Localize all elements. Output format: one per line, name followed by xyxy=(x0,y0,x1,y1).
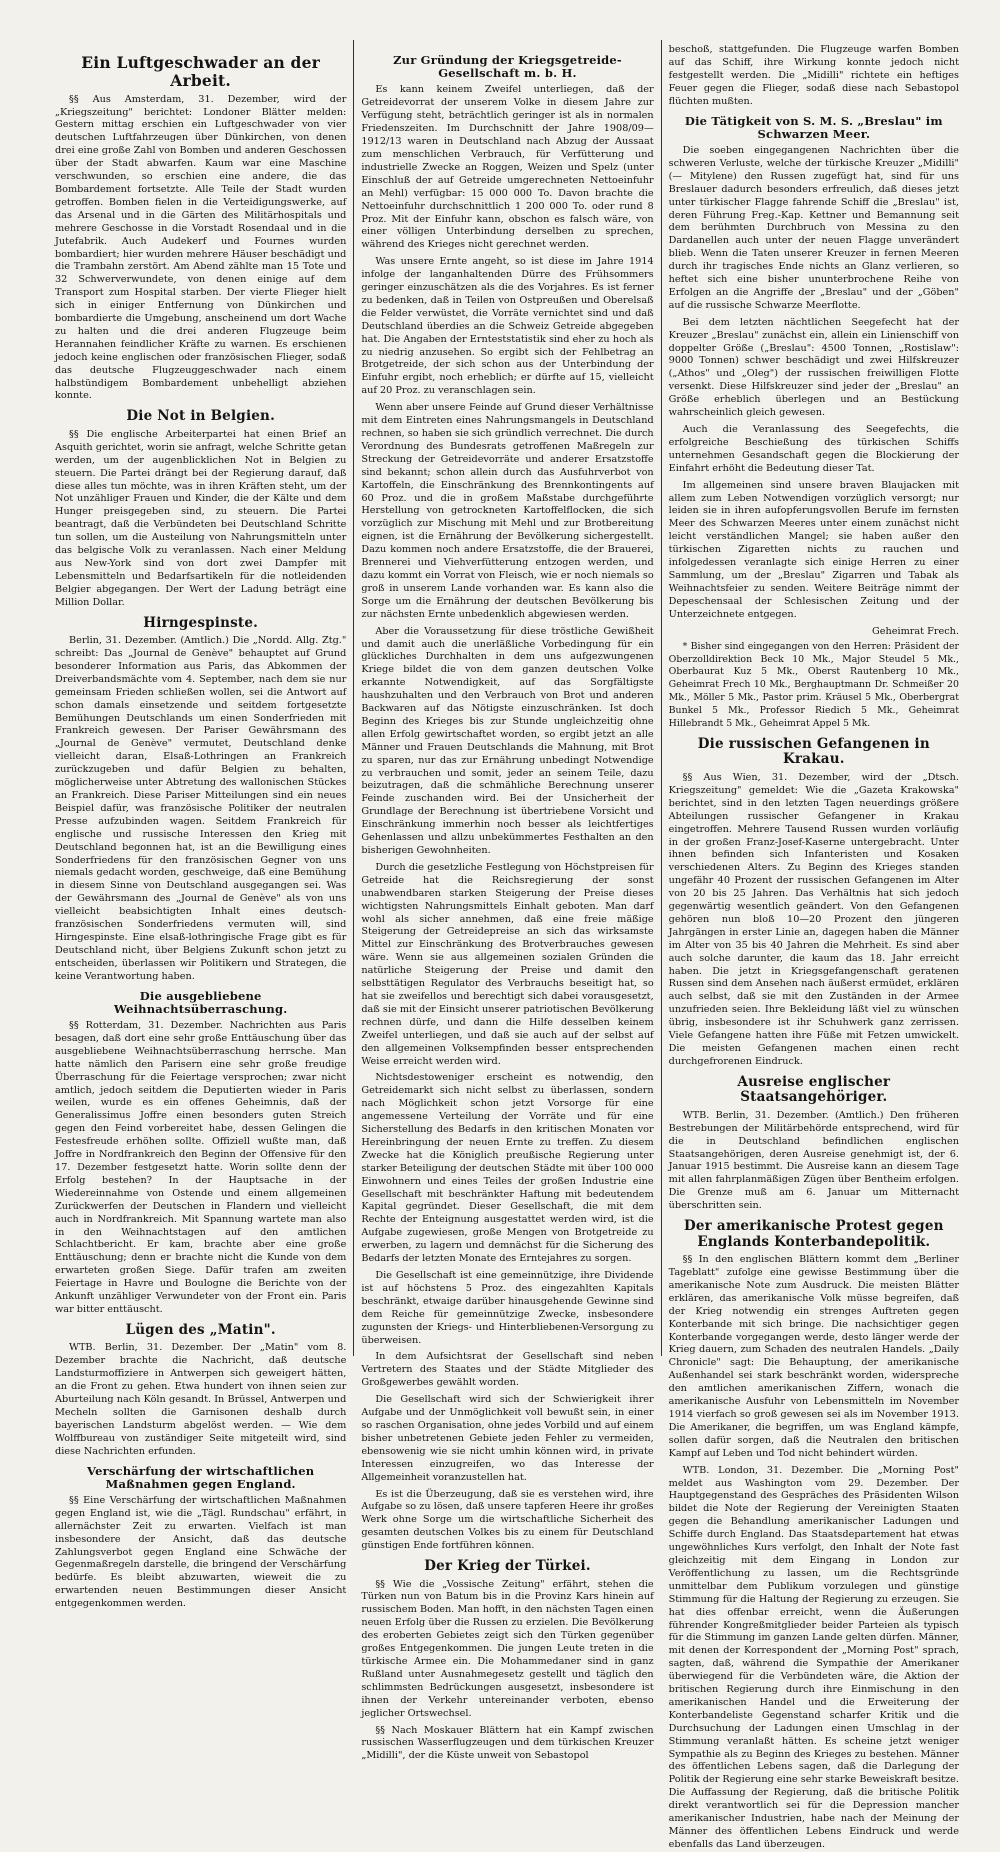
article-title: Hirngespinste. xyxy=(143,614,259,631)
article-text: WTB. Berlin, 31. Dezember. Der „Matin" vom 8. Dezember brachte die Nachricht, daß deutsche Landsturmoffiziere in Antwerpen sich geweigert hätten, an die Front zu gehen. Etwa hundert von ihnen seien zur Aburteilung nach Köln gesandt. In Brüssel, Antwerpen und Mecheln sollten die Garnisonen deshalb durch bayerischen Landsturm abgelöst werden. — Wie dem Wolffbureau von zuständiger Seite mitgeteilt wird, sind diese Nachrichten erfunden. xyxy=(55,1342,347,1457)
article-title: Ein Luftgeschwader an der Arbeit. xyxy=(81,53,321,90)
article-text: Es kann keinem Zweifel unterliegen, daß der Getreidevorrat der unserem Volke in diesem Jahre zur Verfügung steht, beträchtlich geringer ist als in normalen Friedenszeiten. Im Durchschnitt der Jahre 1908/09—1912/13 waren in Deutschland nach Abzug der Aussaat zum menschlichen Verbrauch, für Verfütterung und industrielle Zwecke an Roggen, Weizen und Spelz (unter Einschluß der auf Getreide umgerechneten Nettoeinfuhr an Mehl) verfügbar: 15 000 000 To. Davon brachte die Nettoeinfuhr durchschnittlich 1 200 000 To. oder rund 8 Proz. Mit der Einfuhr kann, obschon es falsch wäre, von einer völligen Unterbindung derselben zu sprechen, während des Krieges nicht gerechnet werden. xyxy=(361,84,654,251)
article-text: Durch die gesetzliche Festlegung von Höchstpreisen für Getreide hat die Reichsregierung der sonst unabwendbaren starken Steigerung der Preise dieses wichtigsten Nahrungsmittels Einhalt geboten. Man darf wohl als sicher annehmen, daß eine freie mäßige Steigerung der Getreidepreise an sich das wirksamste Mittel zur Einschränkung des Brotverbrauches gewesen wäre. Wenn sie aus allgemeinen sozialen Gründen die natürliche Steigerung der Preise und damit den selbsttätigen Regulator des Verbrauchs beseitigt hat, so hat sie zweifellos und berechtigt sich dabei vorausgesetzt, daß sie mit der Einsicht unserer patriotischen Bevölkerung rechnen dürfe, und dann die Hilfe desselben keinem Zweifel unterliegen, und daß sie auch auf der selbst auf den allgemeinen Volksempfinden besser entsprechenden Weise erreicht werden wird. xyxy=(361,861,654,1067)
article-title: Ausreise englischer Staatsangehöriger. xyxy=(737,1073,891,1106)
article-text: §§ In den englischen Blättern kommt dem „Berliner Tageblatt" zufolge eine gewisse Bestimmung über die amerikanische Note zum Ausdruck. Die meisten Blätter erklären, das amerikanische Volk müsse begreifen, daß der Krieg notwendig ein strenges Auftreten gegen Konterbande mit sich bringe. Die nachsichtiger gegen Konterbande vorgegangen werde, desto länger werde der Krieg dauern, zum Schaden des neutralen Handels. „Daily Chronicle" sagt: Die Behauptung, der amerikanische Außenhandel sei stark beschränkt worden, widerspreche den amtlichen amerikanischen Ziffern, wonach die amerikanische Ausfuhr von Lebensmitteln im November 1914 vierfach so groß gewesen sei als im November 1913. Die Amerikaner, die begriffen, um was England kämpfe, sollen dafür sorgen, daß die Neutralen den britischen Kampf auf Leben und Tod nicht behindert würden. xyxy=(668,1254,959,1459)
column-2 xyxy=(353,40,660,1762)
column-3 xyxy=(661,40,966,1850)
article-title: Der amerikanische Protest gegen Englands Konterbandepolitik. xyxy=(683,1218,944,1250)
article-title: Die ausgebliebene Weihnachtsüberraschung. xyxy=(113,988,288,1016)
article-text: §§ Eine Verschärfung der wirtschaftlichen Maßnahmen gegen England ist, wie die „Tägl. Rundschau" erfährt, in allernächster Zeit zu erwarten. Vielfach ist man insbesondere der Ansicht, daß das deutsche Zahlungsverbot gegen England eine Schwäche der Gegenmaßregeln darstelle, die bringend der Verschärfung bedürfe. Es bleibt abzuwarten, wieweit die zu erwartenden neuen Bestimmungen dieser Ansicht entgegenkommen werden. xyxy=(55,1494,347,1610)
article-title: Lügen des „Matin". xyxy=(125,1321,276,1338)
article-text: §§ Rotterdam, 31. Dezember. Nachrichten aus Paris besagen, daß dort eine sehr große Enttäuschung über das ausgebliebene Weihnachtsüberraschung herrsche. Man hatte nämlich den Parisern eine sehr große freudige Überraschung für die Feiertage versprochen; zwar nicht amtlich, jedoch seitdem die Deputierten wieder in Paris weilen, wurde es ein offenes Geheimnis, daß der Generalissimus Joffre einen besonders guten Streich gegen den Feind vorbereitet habe, dessen Gelingen die Festesfreude erhöhen sollte. Offiziell wußte man, daß Joffre in Nordfrankreich den Beginn der Offensive für den 17. Dezember festgesetzt hatte. Worin sollte denn der Erfolg bestehen? In der Hauptsache in der Wiedereinnahme von Ostende und einem allgemeinen Zurückwerfen der Deutschen in Flandern und vielleicht auch in Nordfrankreich. Mit Spannung wartete man also in den Weihnachtstagen auf den amtlichen Schlachtbericht. Er kam, brachte aber eine große Enttäuschung; denn er brachte nicht die Kunde von dem erwarteten großen Siege. Dafür trafen am zweiten Feiertage in Havre und Boulogne die Berichte von der Ankunft unzähliger Verwundeter von der Front ein. Paris war bitter enttäuscht. xyxy=(55,1020,347,1315)
signature: Geheimrat Frech. xyxy=(872,625,959,637)
article-text: §§ Die englische Arbeiterpartei hat einen Brief an Asquith gerichtet, worin sie anfragt, welche Schritte getan werden, um der augenblicklichen Not in Belgien zu steuern. Die Partei drängt bei der Regierung darauf, daß diese alles tun möchte, was in ihren Kräften steht, um der Not unzähliger Frauen und Kinder, die der Kälte und dem Hunger preisgegeben sind, zu steuern. Die Partei beantragt, daß die Verbündeten bei Deutschland Schritte tun sollen, um die Austeilung von Nahrungsmitteln unter das belgische Volk zu veranlassen. Nach einer Meldung aus New-York sind von dort zwei Dampfer mit Lebensmitteln und Bedarfsartikeln für die notleidenden Belgier abgegangen. Der Wert der Ladung beträgt eine Million Dollar. xyxy=(55,428,347,608)
article-title: Verschärfung der wirtschaftlichen Maßnahmen gegen England. xyxy=(87,1463,315,1491)
article-text: §§ Aus Wien, 31. Dezember, wird der „Dtsch. Kriegszeitung" gemeldet: Wie die „Gazeta Krakowska" berichtet, sind in den letzten Tagen neuerdings größere Abteilungen russischer Gefangener in Krakau eingetroffen. Mehrere Tausend Russen wurden vorläufig in der großen Franz-Josef-Kaserne untergebracht. Unter ihnen befinden sich Infanteristen und Kosaken verschiedenen Alters. Zu Beginn des Krieges standen ungefähr 40 Prozent der russischen Gefangenen im Alter von 20 bis 25 Jahren. Das Verhältnis hat sich jedoch gegenwärtig wesentlich geändert. Von den Gefangenen gehören nun bloß 10—20 Prozent den jüngeren Jahrgängen in erster Linie an, dagegen haben die Männer im Alter von 35 bis 40 Jahren die Mehrheit. Es sind aber auch solche darunter, die kaum das 18. Jahr erreicht haben. Die jetzt in Kriegsgefangenschaft geratenen Russen sind dem Ansehen nach äußerst ermüdet, erklären auch selbst, daß sie mit den Zuständen in der Armee unzufrieden seien. Ihre Bekleidung läßt viel zu wünschen übrig, insbesondere ist ihr Schuhwerk ganz zerrissen. Viele Gefangene hatten ihre Füße mit Fetzen umwickelt. Die meisten Gefangenen machen einen recht durchgefrorenen Eindruck. xyxy=(668,771,959,1067)
article-text: beschoß, stattgefunden. Die Flugzeuge warfen Bomben auf das Schiff, ihre Wirkung konnte jedoch nicht festgestellt werden. Die „Midilli" richtete ein heftiges Feuer gegen die Flieger, sodaß diese nach Sebastopol flüchten mußten. xyxy=(668,44,959,107)
article-text: Nichtsdestoweniger erscheint es notwendig, den Getreidemarkt sich nicht selbst zu überlassen, sondern nach Möglichkeit schon jetzt Vorsorge für eine angemessene Verteilung der Vorräte und für eine Sicherstellung des Bedarfs in den kritischen Monaten vor Hereinbringung der neuen Ernte zu treffen. Zu diesem Zwecke hat die Königlich preußische Regierung unter starker Beteiligung der deutschen Städte mit über 100 000 Einwohnern und eines Teiles der großen Industrie eine Gesellschaft mit beschränkter Haftung mit bedeutendem Kapital gegründet. Dieser Gesellschaft, die mit dem Rechte der Enteignung ausgestattet werden wird, ist die Aufgabe zugewiesen, große Mengen von Brotgetreide zu erwerben, zu lagern und demnächst für die Sicherung des Bedarfs der letzten Monate des Erntejahres zu sorgen. xyxy=(361,1072,654,1265)
article-title: Der Krieg der Türkei. xyxy=(424,1558,591,1575)
article-text: §§ Nach Moskauer Blättern hat ein Kampf zwischen russischen Wasserflugzeugen und dem türkischen Kreuzer „Midilli", der die Küste unweit von Sebastopol xyxy=(361,1724,654,1762)
article-text: §§ Wie die „Vossische Zeitung" erfährt, stehen die Türken nun von Batum bis in die Provinz Kars hinein auf russischem Boden. Man hofft, in den nächsten Tagen einen neuen Erfolg über die Russen zu erzielen. Die Bevölkerung des eroberten Gebietes zeigt sich den Türken gegenüber großes Entgegenkommen. Die jungen Leute treten in die türkische Armee ein. Die Mohammedaner sind in ganz Rußland unter Ausnahmegesetz gestellt und täglich den schlimmsten Bedrückungen ausgesetzt, insbesondere ist ihnen der Verkehr untereinander verboten, ebenso jeglicher Ortswechsel. xyxy=(361,1578,654,1719)
article-text: Bei dem letzten nächtlichen Seegefecht hat der Kreuzer „Breslau" zunächst ein, allein ein Linienschiff von doppelter Größe („Breslau": 4500 Tonnen, „Rostislaw": 9000 Tonnen) schwer beschädigt und zwei Hilfskreuzer („Athos" und „Oleg") der russischen freiwilligen Flotte versenkt. Diese Hilfskreuzer sind jeder der „Breslau" an Größe erheblich überlegen und an Bestückung wahrscheinlich gleich gewesen. xyxy=(668,316,959,419)
article-title: Die russischen Gefangenen in Krakau. xyxy=(697,735,930,768)
article-text: Die Gesellschaft ist eine gemeinnützige, ihre Dividende ist auf höchstens 5 Proz. des eingezahlten Kapitals beschränkt, etwaige darüber hinausgehende Gewinne sind dem Reiche für gemeinnützige Zwecke, insbesondere zugunsten der Kriegs- und Hinterbliebenen-Versorgung zu überweisen. xyxy=(361,1270,654,1346)
article-text: Die Gesellschaft wird sich der Schwierigkeit ihrer Aufgabe und der Unmöglichkeit voll bewußt sein, in einer so raschen Organisation, ohne jedes Vorbild und auf einem bisher unbetretenen Gebiete jeden Fehler zu vermeiden, ebensowenig wie sie nicht umhin können wird, in private Interessen einzugreifen, wo das Interesse der Allgemeinheit voranzustellen hat. xyxy=(361,1394,654,1483)
article-text: Berlin, 31. Dezember. (Amtlich.) Die „Nordd. Allg. Ztg." schreibt: Das „Journal de Genève" behauptet auf Grund besonderer Information aus Paris, das Abkommen der Dreiverbandsmächte vom 4. September, nach dem sie nur gemeinsam Frieden schließen wollen, sei die Antwort auf schon damals einsetzende und seitdem fortgesetzte Bemühungen Deutschlands um einen Sonderfrieden mit Frankreich gewesen. Der Pariser Gewährsmann des „Journal de Genève" vermutet, Deutschland denke vielleicht daran, Elsaß-Lothringen an Frankreich zurückzugeben und dafür Belgien zu behalten, möglicherweise unter Abtretung des wallonischen Stückes an Frankreich. Diese Pariser Mitteilungen sind ein neues Beispiel dafür, was französische Politiker der neutralen Presse aufzubinden wagen. Seitdem Frankreich für englische und russische Interessen den Krieg mit Deutschland begonnen hat, ist an die Bewilligung eines Sonderfriedens für den französischen Gegner von uns niemals gedacht worden, geschweige, daß eine Bemühung in diesem Sinne von Deutschland ausgegangen sei. Was der Gewährsmann des „Journal de Genève" als von uns vielleicht beabsichtigten Inhalt eines deutsch-französischen Sonderfriedens vermuten will, sind Hirngespinste. Eine elsaß-lothringische Frage gibt es für Deutschland nicht, über Belgiens Zukunft schon jetzt zu entscheiden, überlassen wir Politikern und Strategen, die keine Verantwortung haben. xyxy=(55,635,347,982)
article-text: Aber die Voraussetzung für diese tröstliche Gewißheit und damit auch die unerläßliche Vorbedingung für ein glückliches Durchhalten in dem uns aufgezwungenen Kriege bildet die von dem ganzen deutschen Volke erkannte Notwendigkeit, auf das Sorgfältigste haushzuhalten und den Verbrauch von Brot und anderen Backwaren auf das Nötigste einzuschränken. Ist doch Beginn des Krieges bis zur Stunde ungleichzeitig ohne allen Erfolg gewirtschaftet worden, so ergibt jetzt an alle Männer und Frauen Deutschlands die Mahnung, mit Brot zu sparen, nur das zur Ernährung unbedingt Notwendige zu verbrauchen und somit, jeder an seinem Teile, dazu beizutragen, daß die schmähliche Berechnung unserer Feinde zuschanden wird. Bei der Unsicherheit der Grundlage der Berechnung ist übertriebene Vorsicht und Einschränkung immerhin noch besser als leichtfertiges Gehenlassen und allzu unbekümmertes Festhalten an den bisherigen Gewohnheiten. xyxy=(361,625,654,856)
article-text: Im allgemeinen sind unsere braven Blaujacken mit allem zum Leben Notwendigen vorzüglich versorgt; nur leiden sie in ihren aufopferungsvollen Berufe im fernsten Meer des Schwarzen Meeres unter einem zunächst nicht leicht verständlichen Mangel; sie haben außer den türkischen Zigaretten nichts zu rauchen und infolgedessen veranlagte sich einige Herren zu einer Sammlung, um der „Breslau" Zigarren und Tabak als Weihnachtsfeier zu senden. Weitere Beiträge nimmt der Depeschensaal der Schlesischen Zeitung und der Unterzeichnete entgegen. xyxy=(668,479,959,620)
article-text: WTB. London, 31. Dezember. Die „Morning Post" meldet aus Washington vom 29. Dezember. Der Hauptgegenstand des Gespräches des Präsidenten Wilson bildet die Note der Regierung der Vereinigten Staaten gegen die Behandlung amerikanischer Ladungen und Schiffe durch England. Das Staatsdepartement hat etwas ungewöhnliches Kurs verfolgt, den Inhalt der Note fast gleichzeitig mit dem Eingang in London zur Veröffentlichung zu lassen, um die Rechtsgründe unmittelbar dem Publikum vorzulegen und günstige Stimmung für die Haltung der Regierung zu erzeugen. Sie hat dies offenbar erreicht, wenn die Äußerungen führender Kongreßmitglieder beider Parteien als typisch für die Stimmung im ganzen Lande gelten dürfen. Männer, mit denen der Korrespondent der „Morning Post" sprach, sagten, daß, während die Sympathie der Amerikaner überwiegend für die Verbündeten wäre, die Aktion der britischen Regierung durch ihre Einmischung in den amerikanischen Handel und die Erweiterung der Konterbandeliste Gegenstand scharfer Kritik und die Durchsuchung der Ladungen einen Umschlag in der Stimmung veranlaßt hätten. Es scheine jetzt weniger Sympathie als zu Beginn des Krieges zu bestehen. Männer des öffentlichen Lebens sagen, daß die Darlegung der Politik der Regierung eine sehr starke Beweiskraft besitze. Die Auffassung der Regierung, daß die britische Politik direkt verantwortlich sei für die Depression mancher amerikanischer Industrien, habe nach der Meinung der Männer des öffentlichen Lebens Eindruck und werde ebenfalls das Land überzeugen. xyxy=(668,1464,959,1850)
article-title: Die Tätigkeit von S. M. S. „Breslau" im Schwarzen Meer. xyxy=(684,113,943,141)
column-1 xyxy=(48,40,353,1610)
article-title: Die Not in Belgien. xyxy=(126,408,275,425)
article-text: §§ Aus Amsterdam, 31. Dezember, wird der „Kriegszeitung" berichtet: Londoner Blätter melden: Gestern mittag erschien ein Luftgeschwader von vier deutschen Luftfahrzeugen über Dünkirchen, von denen drei eine große Zahl von Bomben und anderen Geschossen über der Stadt abwarfen. Kaum war eine Maschine verschwunden, so erschien eine andere, die das Bombardement fortsetzte. Alle Teile der Stadt wurden getroffen. Bomben fielen in die Verteidigungswerke, auf das Arsenal und in die Gärten des Militärhospitals und mehrere Geschosse in die Vorstadt Rosendaal und in die Jutefabrik. Auch Audekerf und Fournes wurden bombardiert; hier wurden mehrere Häuser beschädigt und die Trambahn zerstört. Am Abend zählte man 15 Tote und 32 Schwerverwundete, von denen einige auf dem Transport zum Hospital starben. Der vierte Flieger hielt sich in einiger Entfernung von Dünkirchen und bombardierte die Umgebung, anscheinend um dort Wache zu halten und die drei anderen Flugzeuge beim Herannahen feindlicher Kräfte zu warnen. Es erschienen jedoch keine englischen oder französischen Flieger, sodaß das deutsche Flugzeuggeschwader nach einem halbstündigem Bombardement unbehelligt abziehen konnte. xyxy=(55,93,347,402)
article-text: Auch die Veranlassung des Seegefechts, die erfolgreiche Beschießung des türkischen Schiffs unternehmen Gesandschaft gegen die Blockierung der Einfahrt erhöht die Bedeutung dieser Tat. xyxy=(668,424,959,474)
article-text: WTB. Berlin, 31. Dezember. (Amtlich.) Den früheren Bestrebungen der Militärbehörde entsprechend, wird für die in Deutschland befindlichen englischen Staatsangehörigen, deren Ausreise genehmigt ist, der 6. Januar 1915 bestimmt. Die Ausreise kann an diesem Tage mit allen fahrplanmäßigen Zügen über Bentheim erfolgen. Die Grenze muß am 6. Januar um Mitternacht überschritten sein. xyxy=(668,1109,959,1212)
article-text: Es ist die Überzeugung, daß sie es verstehen wird, ihre Aufgabe so zu lösen, daß unsere tapferen Heere ihr großes Werk ohne Sorge um die wirtschaftliche Sicherheit des gesamten deutschen Volkes bis zu einem für Deutschland günstigen Ende fortführen können. xyxy=(361,1488,654,1552)
article-title: Zur Gründung der Kriegsgetreide-Gesellschaft m. b. H. xyxy=(393,53,622,81)
article-text: Die soeben eingegangenen Nachrichten über die schweren Verluste, welche der türkische Kreuzer „Midilli" (— Mitylene) den Russen zugefügt hat, sind für uns Breslauer dadurch besonders erfreulich, daß dieses jetzt unter türkischer Flagge fahrende Schiff die „Breslau" ist, deren Führung Freg.-Kap. Kettner und Bemannung seit dem berühmten Durchbruch von Messina zu den Dardanellen auch unter der neuen Flagge unverändert blieb. Wenn die Taten unserer Kreuzer in fernen Meeren durch ihr tragisches Ende nichts an Glanz verlieren, so heftet sich eine bisher ununterbrochene Reihe von Erfolgen an die Angriffe der „Breslau" und der „Göben" auf die russische Schwarze Meerflotte. xyxy=(668,144,959,311)
article-text: Wenn aber unsere Feinde auf Grund dieser Verhältnisse mit dem Eintreten eines Nahrungsmangels in Deutschland rechnen, so haben sie sich gründlich verrechnet. Die durch Verordnung des Bundesrats getroffenen Maßregeln zur Streckung der Getreidevorräte und anderer Ersatzstoffe sind bekannt; schon allein durch das Ausfuhrverbot von Kartoffeln, die Einschränkung des Brennkontingents auf 60 Proz. und die in großem Maßstabe durchgeführte Herstellung von getrockneten Kartoffelflocken, die sich vorzüglich zur Mischung mit Mehl und zur Brotbereitung eignen, ist die Ernährung der Bevölkerung sichergestellt. Dazu kommen noch andere Ersatzstoffe, die der Brauerei, Brennerei und Viehverfütterung entzogen werden, und dazu kommt ein Vorrat von Fleisch, wie er noch niemals so groß in unserem Lande vorhanden war. Es kann also die Sorge um die Ernährung der deutschen Bevölkerung bis zur nächsten Ernte unbedenklich abgewiesen werden. xyxy=(361,402,654,620)
article-text: In dem Aufsichtsrat der Gesellschaft sind neben Vertretern des Staates und der Städte Mitglieder des Großgewerbes gewählt worden. xyxy=(361,1351,654,1389)
article-text: Was unsere Ernte angeht, so ist diese im Jahre 1914 infolge der langanhaltenden Dürre des Frühsommers geringer einzuschätzen als die des Vorjahres. Es ist ferner zu bedenken, daß in Teilen von Ostpreußen und Oberelsaß die Felder verwüstet, die Vorräte vernichtet sind und daß Deutschland überdies an die Schweiz Getreide abgegeben hat. Die Angaben der Ernteststatistik sind eher zu hoch als zu niedrig anzusehen. So ergibt sich der Fehlbetrag an Brotgetreide, der sich schon aus der Unterbindung der Einfuhr ergibt, noch erheblich; er dürfte auf 15, vielleicht auf 20 Proz. zu veranschlagen sein. xyxy=(361,256,654,397)
donation-list: * Bisher sind eingegangen von den Herren: Präsident der Oberzolldirektion Beck 10 Mk., Major Steudel 5 Mk., Oberbaurat Kuz 5 Mk., Oberst Rautenberg 10 Mk., Geheimrat Frech 10 Mk., Berghauptmann Dr. Schmeißer 20 Mk., Möller 5 Mk., Pastor prim. Kräusel 5 Mk., Oberbergrat Bunkel 5 Mk., Professor Riedich 5 Mk., Geheimrat Hillebrandt 5 Mk., Geheimrat Appel 5 Mk. xyxy=(668,640,959,730)
